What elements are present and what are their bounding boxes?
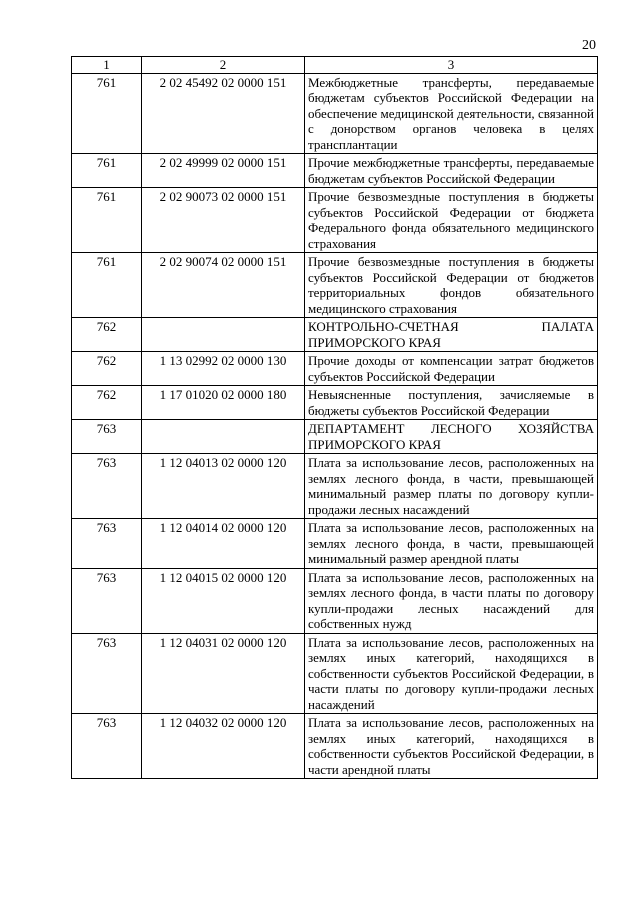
table-header-row <box>72 57 598 74</box>
description-cell: Межбюджетные трансферты, передаваемые бюджетам субъектов Российской Федерации на обеспечение медицинской деятельности, связанной с донорством органов человека в целях трансплантации <box>305 73 598 154</box>
budget-code-cell: 1 13 02992 02 0000 130 <box>142 352 305 386</box>
section-heading-cell: ДЕПАРТАМЕНТ ЛЕСНОГО ХОЗЯЙСТВА ПРИМОРСКОГО КРАЯ <box>305 420 598 454</box>
section-heading-cell: КОНТРОЛЬНО-СЧЕТНАЯ ПАЛАТА ПРИМОРСКОГО КРАЯ <box>305 318 598 352</box>
budget-code-cell: 1 12 04013 02 0000 120 <box>142 454 305 519</box>
description-cell: Плата за использование лесов, расположенных на землях лесного фонда, в части платы по договору купли-продажи лесных насаждений для собственных нужд <box>305 568 598 633</box>
budget-code-cell: 1 12 04031 02 0000 120 <box>142 633 305 714</box>
table-row <box>72 519 598 569</box>
budget-code-cell: 2 02 90074 02 0000 151 <box>142 253 305 318</box>
column-header-admin: 1 <box>72 57 142 74</box>
description-cell: Невыясненные поступления, зачисляемые в бюджеты субъектов Российской Федерации <box>305 386 598 420</box>
table-row-section-heading <box>72 318 598 352</box>
admin-code-cell: 762 <box>72 386 142 420</box>
budget-code-cell <box>142 318 305 352</box>
admin-code-cell: 763 <box>72 633 142 714</box>
budget-code-cell: 2 02 90073 02 0000 151 <box>142 188 305 253</box>
table-row <box>72 253 598 318</box>
budget-code-cell: 2 02 49999 02 0000 151 <box>142 154 305 188</box>
description-cell: Прочие безвозмездные поступления в бюджеты субъектов Российской Федерации от бюджетов территориальных фондов обязательного медицинского страхования <box>305 253 598 318</box>
table-row <box>72 188 598 253</box>
description-cell: Прочие межбюджетные трансферты, передаваемые бюджетам субъектов Российской Федерации <box>305 154 598 188</box>
description-cell: Прочие доходы от компенсации затрат бюджетов субъектов Российской Федерации <box>305 352 598 386</box>
budget-code-cell: 1 17 01020 02 0000 180 <box>142 386 305 420</box>
budget-classification-table <box>71 56 598 779</box>
table-row <box>72 633 598 714</box>
budget-code-cell: 2 02 45492 02 0000 151 <box>142 73 305 154</box>
page-number: 20 <box>582 38 596 53</box>
description-cell: Плата за использование лесов, расположенных на землях иных категорий, находящихся в собственности субъектов Российской Федерации, в части арендной платы <box>305 714 598 779</box>
admin-code-cell: 761 <box>72 73 142 154</box>
admin-code-cell: 762 <box>72 352 142 386</box>
table-row-section-heading <box>72 420 598 454</box>
description-cell: Прочие безвозмездные поступления в бюджеты субъектов Российской Федерации от бюджета Федерального фонда обязательного медицинского страхования <box>305 188 598 253</box>
table-row <box>72 454 598 519</box>
budget-code-cell: 1 12 04014 02 0000 120 <box>142 519 305 569</box>
budget-code-cell <box>142 420 305 454</box>
admin-code-cell: 761 <box>72 253 142 318</box>
admin-code-cell: 763 <box>72 714 142 779</box>
admin-code-cell: 762 <box>72 318 142 352</box>
table-row <box>72 714 598 779</box>
admin-code-cell: 763 <box>72 519 142 569</box>
admin-code-cell: 761 <box>72 154 142 188</box>
admin-code-cell: 763 <box>72 454 142 519</box>
table-row <box>72 568 598 633</box>
admin-code-cell: 761 <box>72 188 142 253</box>
admin-code-cell: 763 <box>72 420 142 454</box>
budget-code-cell: 1 12 04032 02 0000 120 <box>142 714 305 779</box>
budget-code-cell: 1 12 04015 02 0000 120 <box>142 568 305 633</box>
table-row <box>72 352 598 386</box>
admin-code-cell: 763 <box>72 568 142 633</box>
description-cell: Плата за использование лесов, расположенных на землях лесного фонда, в части, превышающей минимальный размер платы по договору купли-продажи лесных насаждений <box>305 454 598 519</box>
table-row <box>72 154 598 188</box>
description-cell: Плата за использование лесов, расположенных на землях лесного фонда, в части, превышающей минимальный размер арендной платы <box>305 519 598 569</box>
description-cell: Плата за использование лесов, расположенных на землях иных категорий, находящихся в собственности субъектов Российской Федерации, в части платы по договору купли-продажи лесных насаждений <box>305 633 598 714</box>
table-row <box>72 386 598 420</box>
table-row <box>72 73 598 154</box>
column-header-code: 2 <box>142 57 305 74</box>
column-header-description: 3 <box>305 57 598 74</box>
